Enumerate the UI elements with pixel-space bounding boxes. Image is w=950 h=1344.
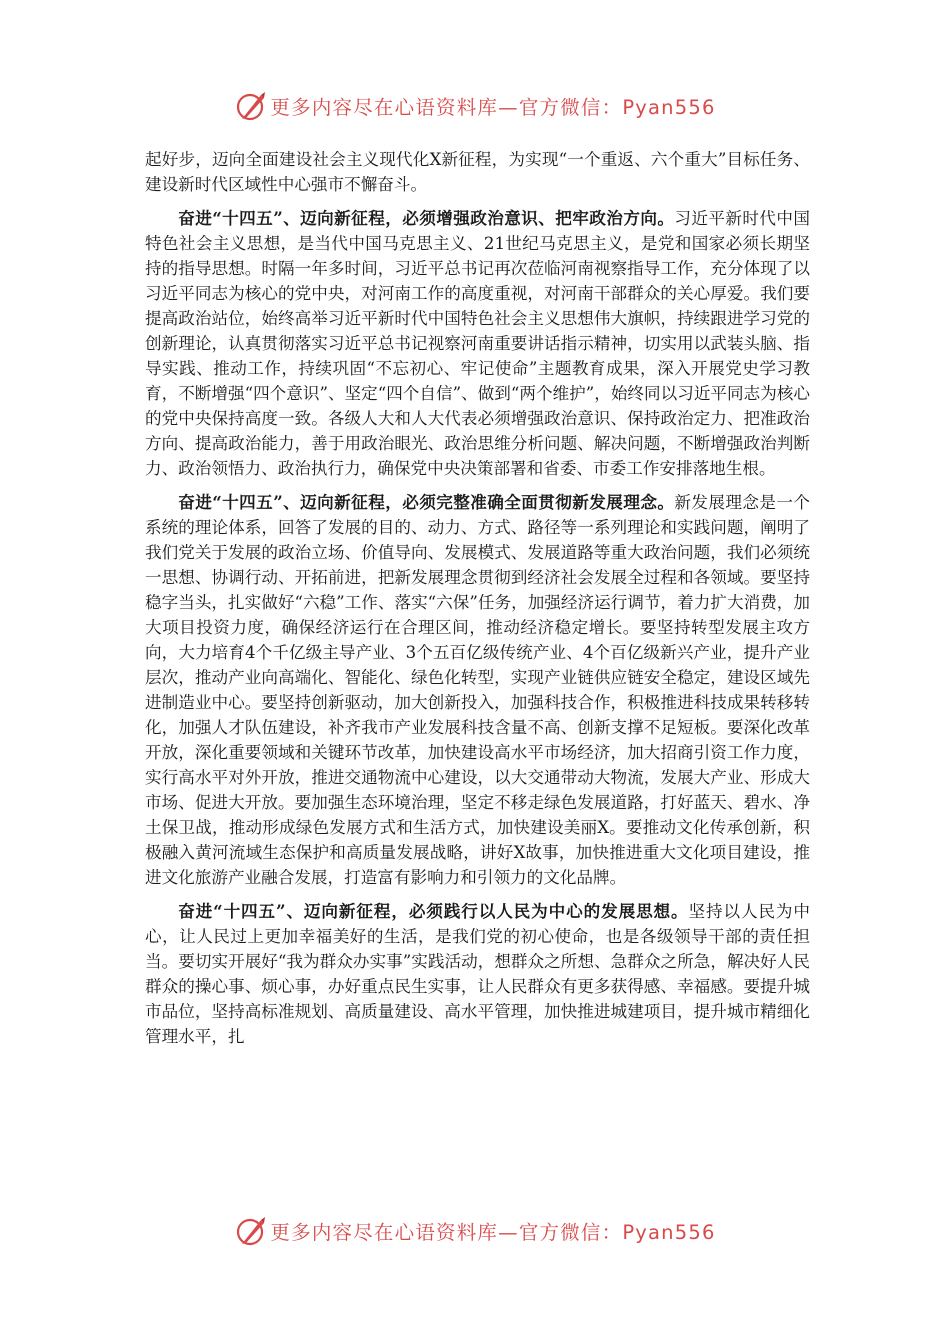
paragraph-body: 坚持以人民为中心，让人民过上更加幸福美好的生活，是我们党的初心使命，也是各级领导干部的责任担当。要切实开展好“我为群众办实事”实践活动，想群众之所想、急群众之所急，解决好人民群众的操心事、烦心事，办好重点民生实事，让人民群众有更多获得感、幸福感。要提升城市品位，坚持高标准规划、高质量建设、高水平管理，加快推进城建项目，提升城市精细化管理水平，扎 [145,902,810,1046]
footer-watermark-banner [0,1211,950,1251]
quill-pen-logo-icon [234,1214,268,1248]
header-watermark-banner [0,86,950,126]
paragraph-heading: 奋进“十四五”、迈向新征程，必须完整准确全面贯彻新发展理念。 [178,492,675,512]
paragraph-continuation [145,147,810,197]
quill-pen-logo-icon [234,89,268,123]
paragraph-new-development-concept [145,490,810,890]
paragraph-heading: 奋进“十四五”、迈向新征程，必须践行以人民为中心的发展思想。 [178,901,689,921]
banner-text: 更多内容尽在心语资料库—官方微信：Pyan556 [270,1221,716,1244]
paragraph-body: 新发展理念是一个系统的理论体系，回答了发展的目的、动力、方式、路径等一系列理论和实践问题，阐明了我们党关于发展的政治立场、价值导向、发展模式、发展道路等重大政治问题，我们必须统一思想、协调行动、开拓前进，把新发展理念贯彻到经济社会发展全过程和各领域。要坚持稳字当头，扎实做好“六稳”工作、落实“六保”任务，加强经济运行调节，着力扩大消费，加大项目投资力度，确保经济运行在合理区间，推动经济稳定增长。要坚持转型发展主攻方向，大力培育4个千亿级主导产业、3个五百亿级传统产业、4个百亿级新兴产业，提升产业层次，推动产业向高端化、智能化、绿色化转型，实现产业链供应链安全稳定，建设区域先进制造业中心。要坚持创新驱动，加大创新投入，加强科技合作，积极推进科技成果转移转化，加强人才队伍建设，补齐我市产业发展科技含量不高、创新支撑不足短板。要深化改革开放，深化重要领域和关键环节改革，加快建设高水平市场经济，加大招商引资工作力度，实行高水平对外开放，推进交通物流中心建设，以大交通带动大物流，发展大产业、形成大市场、促进大开放。要加强生态环境治理，坚定不移走绿色发展道路，打好蓝天、碧水、净土保卫战，推动形成绿色发展方式和生活方式，加快建设美丽X。要推动文化传承创新，积极融入黄河流域生态保护和高质量发展战略，讲好X故事，加快推进重大文化项目建设，推进文化旅游产业融合发展，打造富有影响力和引领力的文化品牌。 [145,493,810,887]
paragraph-body: 习近平新时代中国特色社会主义思想，是当代中国马克思主义、21世纪马克思主义，是党和国家必须长期坚持的指导思想。时隔一年多时间，习近平总书记再次莅临河南视察指导工作，充分体现了以习近平同志为核心的党中央，对河南工作的高度重视，对河南干部群众的关心厚爱。我们要提高政治站位，始终高举习近平新时代中国特色社会主义思想伟大旗帜，持续跟进学习党的创新理论，认真贯彻落实习近平总书记视察河南重要讲话指示精神，切实用以武装头脑、指导实践、推动工作，持续巩固“不忘初心、牢记使命”主题教育成果，深入开展党史学习教育，不断增强“四个意识”、坚定“四个自信”、做到“两个维护”，始终同以习近平同志为核心的党中央保持高度一致。各级人大和人大代表必须增强政治意识、保持政治定力、把准政治方向、提高政治能力，善于用政治眼光、政治思维分析问题、解决问题，不断增强政治判断力、政治领悟力、政治执行力，确保党中央决策部署和省委、市委工作安排落地生根。 [145,209,810,478]
paragraph-political-awareness [145,206,810,481]
paragraph-heading: 奋进“十四五”、迈向新征程，必须增强政治意识、把牢政治方向。 [178,208,675,228]
banner-text: 更多内容尽在心语资料库—官方微信：Pyan556 [270,96,716,119]
paragraph-people-centered [145,899,810,1049]
paragraph-body: 起好步，迈向全面建设社会主义现代化X新征程，为实现“一个重返、六个重大”目标任务、建设新时代区域性中心强市不懈奋斗。 [145,150,810,194]
article-body [145,147,810,1058]
